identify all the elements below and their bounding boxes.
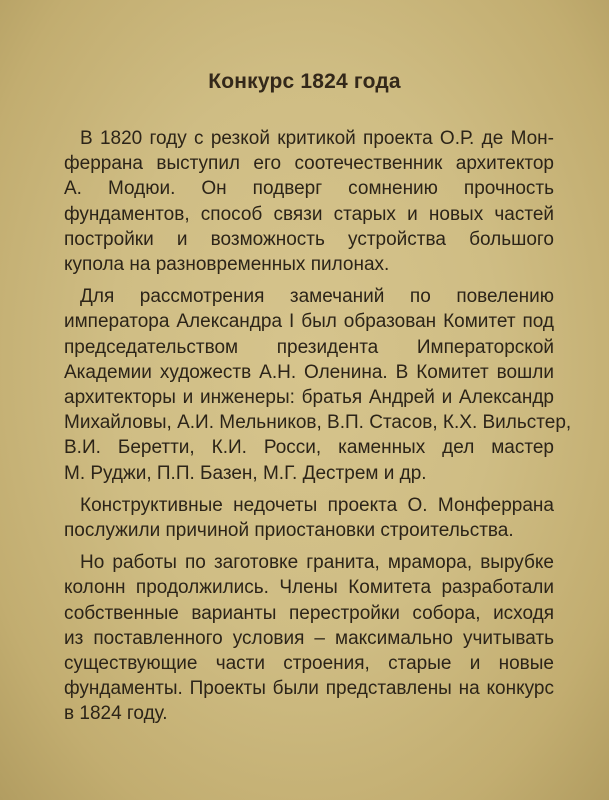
text-line: в 1824 году. bbox=[64, 703, 168, 725]
text-line: Академии художеств А.Н. Оленина. В Комитет вошли bbox=[64, 361, 554, 383]
text-line: фундаментов, способ связи старых и новых частей bbox=[64, 203, 554, 225]
text-line: из поставленного условия – максимально учитывать bbox=[64, 627, 554, 649]
text-line: Конструктивные недочеты проекта О. Монферрана bbox=[80, 494, 554, 516]
text-line: собственные варианты перестройки собора, исходя bbox=[64, 602, 554, 624]
text-line: Михайловы, А.И. Мельников, В.П. Стасов, К.Х. Вильстер, bbox=[64, 412, 572, 434]
paragraph-2 bbox=[64, 284, 572, 486]
text-line: постройки и возможность устройства большого bbox=[64, 228, 554, 250]
paragraph-4 bbox=[64, 550, 554, 726]
text-line: Но работы по заготовке гранита, мрамора, вырубке bbox=[80, 552, 554, 574]
text-line: купола на разновременных пилонах. bbox=[64, 254, 390, 276]
text-line: колонн продолжились. Члены Комитета разработали bbox=[64, 577, 554, 599]
text-line: архитекторы и инженеры: братья Андрей и Александр bbox=[64, 387, 554, 409]
paragraph-3 bbox=[64, 493, 554, 543]
text-line: послужили причиной приостановки строительства. bbox=[64, 520, 514, 542]
text-line: В.И. Беретти, К.И. Росси, каменных дел мастер bbox=[64, 437, 554, 459]
text-line: феррана выступил его соотечественник архитектор bbox=[64, 153, 554, 175]
text-line: фундаменты. Проекты были представлены на конкурс bbox=[64, 678, 554, 700]
text-line: императора Александра I был образован Комитет под bbox=[64, 311, 554, 333]
text-line: В 1820 году с резкой критикой проекта О.Р. де Мон- bbox=[80, 128, 554, 149]
text-line: М. Руджи, П.П. Базен, М.Г. Дестрем и др. bbox=[64, 462, 427, 484]
placard-title: Конкурс 1824 года bbox=[208, 70, 401, 93]
text-line: председательством президента Императорской bbox=[64, 336, 554, 358]
text-line: А. Модюи. Он подверг сомнению прочность bbox=[64, 178, 554, 200]
paragraph-1 bbox=[64, 126, 554, 277]
placard-body bbox=[64, 126, 572, 734]
text-line: Для рассмотрения замечаний по повелению bbox=[80, 286, 554, 308]
text-line: существующие части строения, старые и новые bbox=[64, 653, 554, 675]
